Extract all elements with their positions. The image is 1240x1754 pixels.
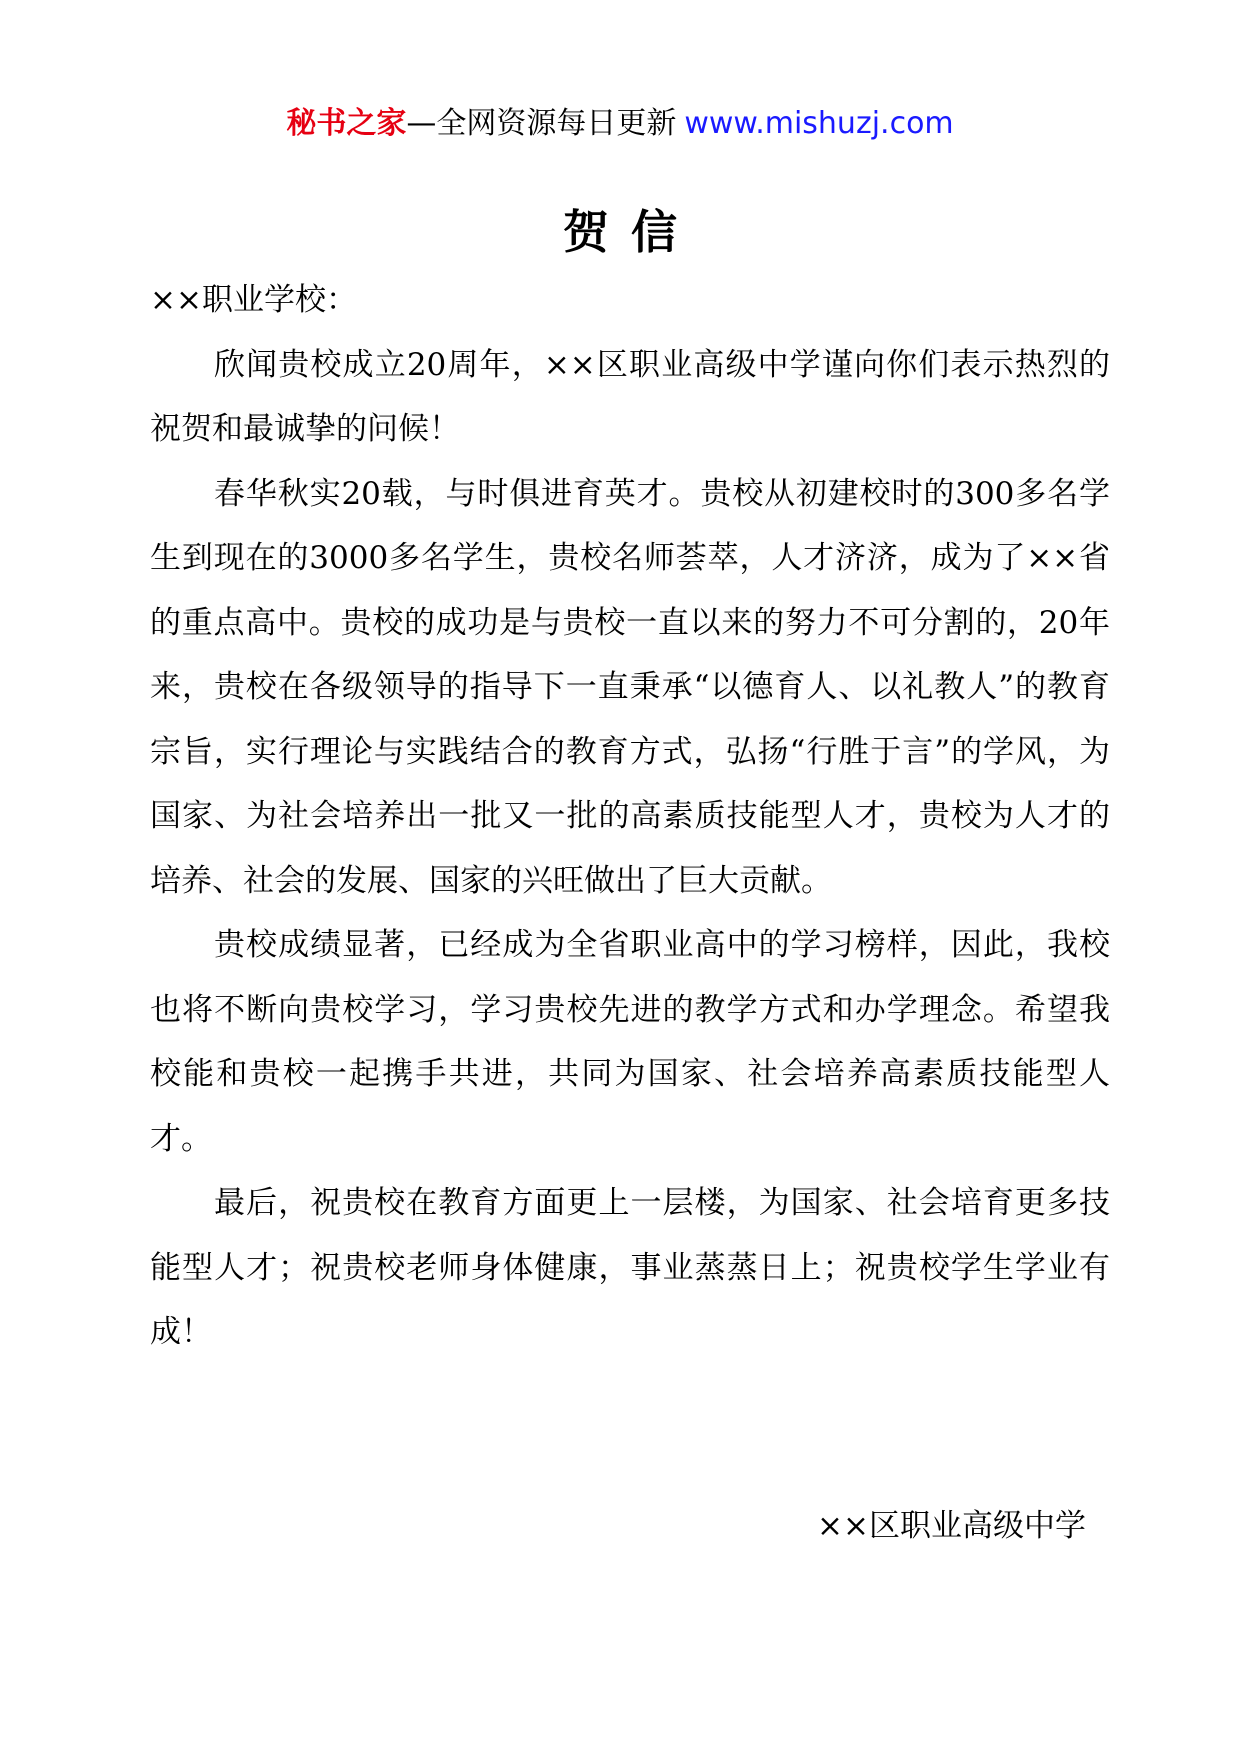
salutation: ××职业学校： bbox=[150, 282, 357, 318]
paragraph-closing-wishes: 最后，祝贵校在教育方面更上一层楼，为国家、社会培育更多技能型人才；祝贵校老师身体健康，事业蒸蒸日上；祝贵校学生学业有成！ bbox=[150, 1185, 1110, 1350]
paragraph-greeting: 欣闻贵校成立20周年，××区职业高级中学谨向你们表示热烈的祝贺和最诚挚的问候！ bbox=[150, 346, 1110, 447]
paragraph-achievements: 春华秋实20载，与时俱进育英才。贵校从初建校时的300多名学生到现在的3000多名学生，贵校名师荟萃，人才济济，成为了××省的重点高中。贵校的成功是与贵校一直以来的努力不可分割的，20年来，贵校在各级领导的指导下一直秉承“以德育人、以礼教人”的教育宗旨，实行理论与实践结合的教育方式，弘扬“行胜于言”的学风，为国家、为社会培养出一批又一批的高素质技能型人才，贵校为人才的培养、社会的发展、国家的兴旺做出了巨大贡献。 bbox=[150, 475, 1110, 899]
document-title: 贺信 bbox=[563, 205, 699, 259]
banner-brand: 秘书之家 bbox=[286, 106, 407, 141]
site-banner bbox=[0, 102, 1240, 146]
paragraph-learning: 贵校成绩显著，已经成为全省职业高中的学习榜样，因此，我校也将不断向贵校学习，学习贵校先进的教学方式和办学理念。希望我校能和贵校一起携手共进，共同为国家、社会培养高素质技能型人才。 bbox=[150, 927, 1110, 1157]
letter-body bbox=[150, 268, 1110, 1365]
banner-url-link[interactable]: www.mishuzj.com bbox=[684, 106, 954, 141]
banner-slogan: —全网资源每日更新 bbox=[406, 106, 677, 141]
signature: ××区职业高级中学 bbox=[817, 1508, 1086, 1544]
